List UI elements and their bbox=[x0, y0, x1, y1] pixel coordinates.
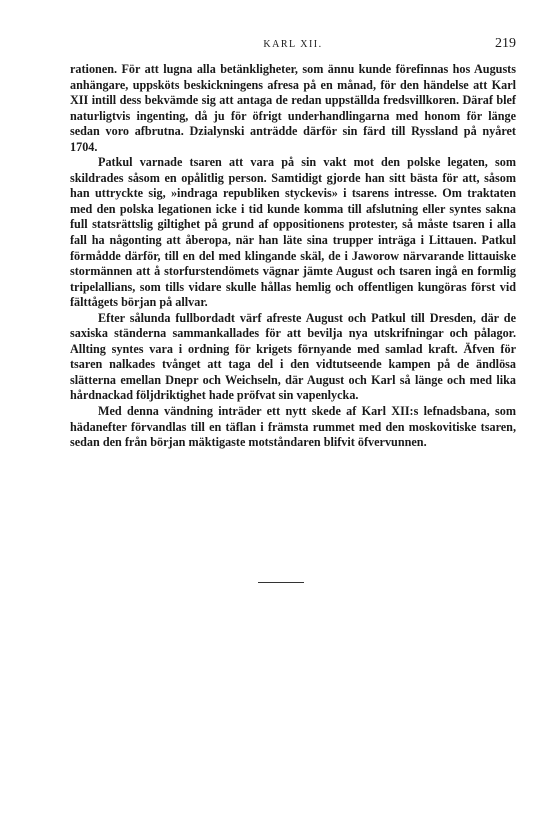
paragraph-dresden: Efter sålunda fullbordadt värf afreste August och Patkul till Dresden, där de saxiska ständerna sammankallades för att bevilja nya utskrifningar och pålagor. Allting syntes vara i ordning för krigets förnyande med samlad kraft. Äfven för tsaren nalkades tvånget att taga del i den vidtutseende kampen på de ändlösa slätterna emellan Dnepr och Weichseln, där August och Karl så länge och med lika hårdnackad följdriktighet hade pröfvat sin vapenlycka. bbox=[70, 310, 516, 403]
chapter-end-rule bbox=[258, 582, 304, 583]
paragraph-new-era: Med denna vändning inträder ett nytt skede af Karl XII:s lefnadsbana, som hädanefter förvandlas till en täflan i främsta rummet med den moskovitiske tsaren, sedan den från början mäktigaste motståndaren blifvit öfvervunnen. bbox=[70, 404, 516, 450]
paragraph-continued: rationen. För att lugna alla betänkligheter, som ännu kunde förefinnas hos Augusts anhängare, uppsköts beskickningens afresa på en månad, för den händelse att Karl XII intill dess bekvämde sig att antaga de redan uppställda fredsvillkoren. Däraf blef naturligtvis ingenting, då ju för öfrigt underhandlingarna med honom för länge sedan voro afbrutna. Dzialynski anträdde därför sin färd till Ryssland på nyåret 1704. bbox=[70, 62, 516, 154]
running-title: KARL XII. bbox=[263, 39, 323, 50]
page-number: 219 bbox=[495, 36, 516, 51]
running-header bbox=[70, 36, 516, 52]
body-text bbox=[70, 62, 516, 451]
paragraph-patkul-warning: Patkul varnade tsaren att vara på sin vakt mot den polske legaten, som skildrades såsom en opålitlig person. Samtidigt gjorde han sitt bästa för att, såsom han uttryckte sig, »indraga republiken styckevis» i tsarens intresse. Om traktaten med den polska legationen icke i tid kunde komma till afslutning eller syntes sakna full statsrättslig giltighet på grund af oppositionens protester, så måste tsaren i alla fall ha någonting att åberopa, när han läte sina trupper inträga i Littauen. Patkul förmådde därför, till en del med klingande skäl, de i Jaworow närvarande littauiske stormännen att å storfurstendömets vägnar jämte August och tsaren ingå en formlig tripelallians, som tills vidare skulle hållas hemlig och offentligen kungöras först vid fälttågets början på allvar. bbox=[70, 155, 516, 310]
